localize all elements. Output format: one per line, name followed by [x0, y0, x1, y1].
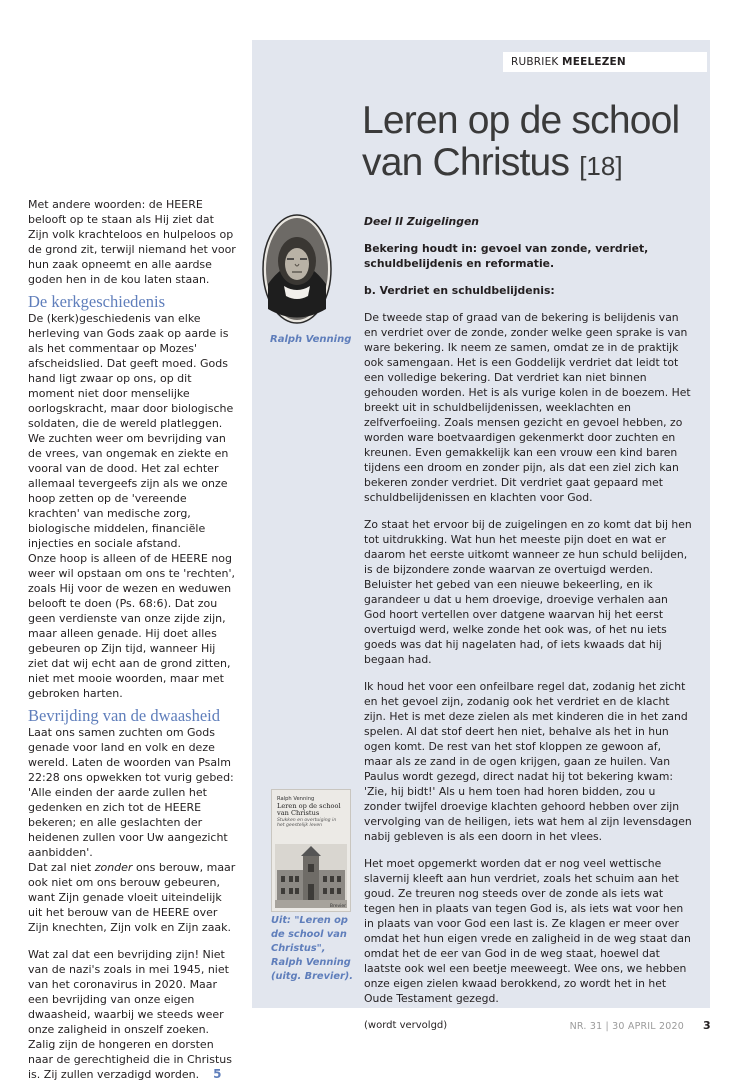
- right-column: [364, 214, 692, 1045]
- building-illustration: [275, 844, 347, 908]
- series-number: [18]: [579, 151, 623, 181]
- portrait-ralph-venning: [262, 214, 332, 324]
- continued-note: (wordt vervolgd): [364, 1020, 448, 1031]
- article-title: [362, 100, 702, 187]
- paragraph: Dat zal niet zonder ons berouw, maar ook niet om ons berouw gebeuren, want Zijn genade vloeit uiteindelijk uit het berouw van de HEERE over Zijn knechten, Zijn volk en Zijn zaak.: [28, 861, 236, 934]
- paragraph: Wat zal dat een bevrijding zijn! Niet van de nazi's zoals in mei 1945, niet van het coronavirus in 2020. Maar een bevrijding van onze eigen dwaasheid, waarbij we steeds weer onze zaligheid in onszelf zoeken. Zalig zijn de hongeren en dorsten naar de gerechtigheid die in Christus is. Zij zullen verzadigd worden. 5: [28, 948, 232, 1081]
- section-label: [503, 52, 707, 72]
- title-line-2: [362, 142, 702, 187]
- heading-kerkgeschiedenis: De kerkgeschiedenis: [28, 292, 165, 311]
- paragraph: De (kerk)geschiedenis van elke herleving van Gods zaak op aarde is als het commentaar op Mozes' afscheidslied. Dat geeft moed. Gods hand ligt zwaar op ons, op dit moment niet door menselijke oorlogskracht, maar door biologische soldaten, die de wereld platleggen. We zuchten weer om bevrijding van de vrees, van ongemak en ziekte en vooral van de dood. Het zal echter allemaal tevergeefs zijn als we onze hoop zetten op de 'vereende krachten' van medische zorg, biologische middelen, financiële injecties en sociale afstand.: [28, 312, 234, 550]
- paragraph: Ik houd het voor een onfeilbare regel dat, zodanig het zicht en het gevoel zijn, zodanig ook het verdriet en de klacht zijn. Het is met deze zielen als met kinderen die in het zand spelen. Al dat stof deert hen niet, behalve als het in hun ogen komt. De rest van het stof kloppen ze gewoon af, maar als ze zand in de ogen krijgen, gaan ze huilen. Van Paulus wordt gezegd, direct nadat hij tot bekering kwam: 'Zie, hij bidt!' Als u hem toen had horen bidden, zou u zonder twijfel droevige klachten gehoord hebben over zijn vervolging van de heiligen, iets wat hem al zijn levensdagen nabij gebleven is als een doorn in het vlees.: [364, 680, 692, 843]
- issue-info: NR. 31 | 30 APRIL 2020: [569, 1021, 684, 1032]
- book-subtitle: Stukken en overtuiging in het geestelijk leven: [277, 817, 337, 828]
- book-publisher: Brevier: [329, 904, 346, 909]
- book-caption: Uit: "Leren op de school van Christus", Ralph Venning (uitg. Brevier).: [271, 915, 354, 982]
- part-heading: Deel II Zuigelingen: [364, 215, 479, 228]
- emphasis-zonder: zonder: [94, 861, 133, 874]
- paragraph: Het moet opgemerkt worden dat er nog veel wettische slavernij kleeft aan hun verdriet, zoals het schuim aan het goud. Ze treuren nog steeds over de zonde als iets wat tegen hen in plaats van tegen God is, als iets wat voor hen in plaats van voor God een last is. Ze klagen er meer over omdat het hun eigen vrede en zaligheid in de weg staat dan omdat het de eer van God in de weg staat, hoewel dat laatste ook wel een beetje meeweegt. Wee ons, we hebben onze eigen zielen kwaad berokkend, zo wordt het in het Oude Testament gezegd.: [364, 857, 691, 1005]
- portrait-caption: Ralph Venning: [270, 334, 352, 345]
- section-name: MEELEZEN: [562, 56, 626, 68]
- paragraph: De tweede stap of graad van de bekering is belijdenis van en verdriet over de zonde, zonder welke geen sprake is van ware bekering. Ik neem ze samen, omdat ze in de praktijk ook samengaan. Het is een Goddelijk verdriet dat leidt tot een volledige bekering. Dat verdriet kan niet binnen gehouden worden. Het is als vurige kolen in de boezem. Het breekt uit in schuldbelijdenissen, weeklachten en zelfverfoeiing. Zoals mensen gezicht en gevoel hebben, zo worden ware boetvaardigen gekenmerkt door zuchten en kreunen. Even gemakkelijk kan een vrouw een kind baren tijdens een droom en zonder pijn, als dat een ziel zich kan bekeren zonder verdriet. Dit verdriet gaat gepaard met schuldbelijdenissen en klachten voor God.: [364, 311, 691, 504]
- left-column: [28, 197, 236, 1082]
- book-cover: [271, 789, 351, 912]
- book-title: Leren op de school van Christus: [277, 801, 341, 817]
- title-line-1: Leren op de school: [362, 99, 680, 142]
- bekering-statement: Bekering houdt in: gevoel van zonde, verdriet, schuldbelijdenis en reformatie.: [364, 242, 649, 270]
- end-mark-icon: 5: [213, 1067, 222, 1081]
- paragraph: Laat ons samen zuchten om Gods genade voor land en volk en deze wereld. Laten de woorden van Psalm 22:28 ons opwekken tot vurig gebed: 'Alle einden der aarde zullen het gedenken en zich tot de HEERE bekeren; en alle geslachten der heidenen zullen voor Uw aangezicht aanbidden'.: [28, 726, 234, 859]
- subheading: b. Verdriet en schuldbelijdenis:: [364, 284, 555, 297]
- page-number: 3: [703, 1019, 711, 1032]
- title-line-2-text: van Christus: [362, 141, 570, 184]
- heading-bevrijding: Bevrijding van de dwaasheid: [28, 706, 220, 725]
- section-prefix: RUBRIEK: [511, 56, 559, 68]
- book-author: Ralph Venning: [277, 796, 315, 802]
- intro-paragraph: Met andere woorden: de HEERE belooft op te staan als Hij ziet dat Zijn volk krachteloos en hulpeloos op de grond zit, terwijl niemand het voor hun zaak opneemt en alle aardse goden hen in de kou laten staan.: [28, 198, 236, 286]
- paragraph: Zo staat het ervoor bij de zuigelingen en zo komt dat bij hen tot uitdrukking. Wat hun het meeste pijn doet en wat er daarom het eerste uitkomt wanneer ze hun schuld belijden, is de bijzondere zonde waarvan ze overtuigd werden. Beluister het gebed van een nieuwe bekeerling, en ik garandeer u dat u hem droevige, droevige verhalen aan God hoort vertellen over datgene waarvan hij het eerst overtuigd werd, welke zonde het ook was, of het nu iets goeds was dat hij nagelaten had, of iets kwaads dat hij begaan had.: [364, 518, 692, 666]
- paragraph: Onze hoop is alleen of de HEERE nog weer wil opstaan om ons te 'rechten', zoals Hij voor de wezen en weduwen belooft te doen (Ps. 68:6). Dat zou geen verdienste van onze zijde zijn, maar alleen genade. Hij doet alles gebeuren op Zijn tijd, wanneer Hij ziet dat wij echt aan de grond zitten, niet met mooie woorden, maar met gebroken harten.: [28, 552, 235, 700]
